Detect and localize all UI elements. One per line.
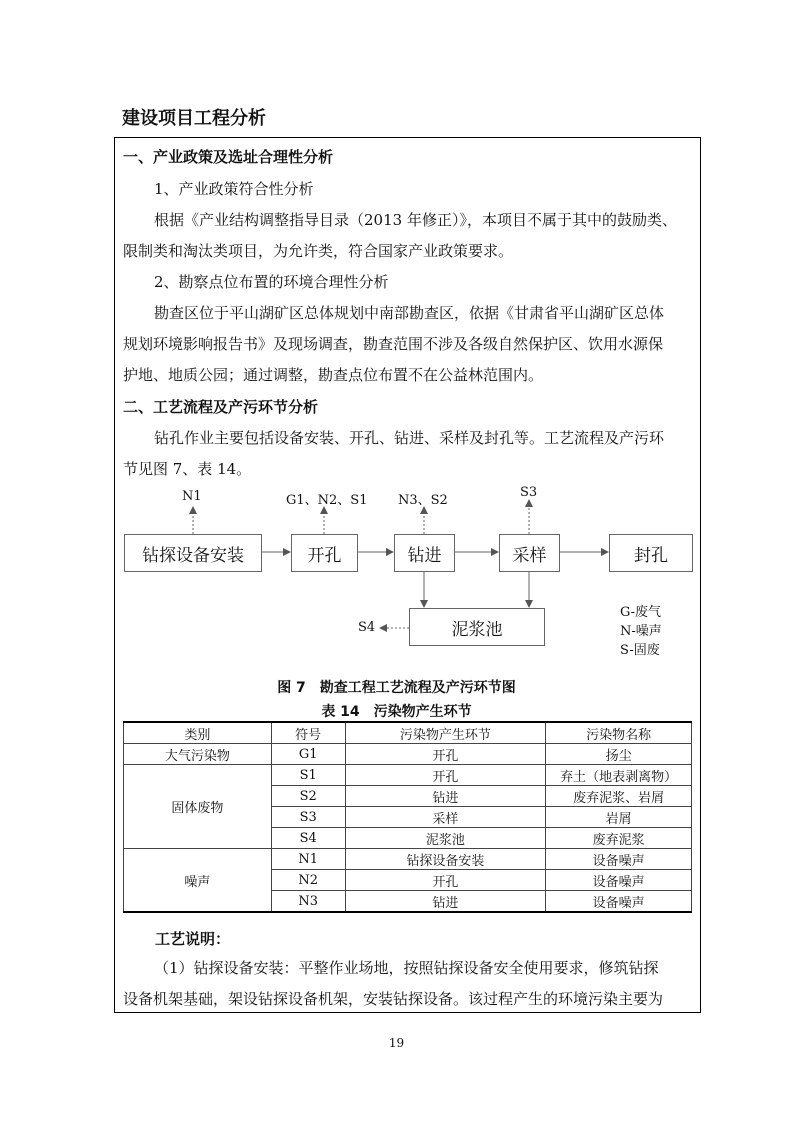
table-header-cell: 污染物产生环节 (345, 722, 546, 744)
section1-para1-line2: 限制类和淘汰类项目，为允许类，符合国家产业政策要求。 (123, 242, 514, 260)
table-cell: 采样 (345, 807, 546, 828)
category-cell: 大气污染物 (124, 744, 272, 765)
table-cell: 废弃泥浆、岩屑 (546, 786, 692, 807)
table-row (124, 849, 692, 870)
flow-box-sample: 采样 (499, 534, 560, 572)
table-cell: 扬尘 (546, 744, 692, 765)
table-cell: 钻进 (345, 891, 546, 913)
table-caption: 表 14 污染物产生环节 (321, 704, 472, 720)
category-cell: 固体废物 (124, 765, 272, 849)
flow-box-open: 开孔 (291, 534, 358, 572)
section1-heading: 一、产业政策及选址合理性分析 (123, 148, 334, 166)
emission-label-open: G1、N2、S1 (286, 493, 368, 508)
table-cell: 钻进 (345, 786, 546, 807)
category-cell: 噪声 (124, 849, 272, 913)
table-cell: N3 (271, 891, 345, 913)
table-cell: 岩屑 (546, 807, 692, 828)
process-desc-line1: （1）钻探设备安装：平整作业场地，按照钻探设备安全使用要求，修筑钻探 (154, 959, 659, 977)
table-header-row (124, 722, 692, 744)
table-cell: S4 (271, 828, 345, 849)
section2-para-line1: 钻孔作业主要包括设备安装、开孔、钻进、采样及封孔等。工艺流程及产污环 (154, 429, 665, 447)
table-cell: 钻探设备安装 (345, 849, 546, 870)
table-cell: 设备噪声 (546, 870, 692, 891)
section1-para1-line1: 根据《产业结构调整指导目录（2013 年修正）》，本项目不属于其中的鼓励类、 (154, 211, 677, 229)
table-cell: 开孔 (345, 765, 546, 786)
table-cell: N2 (271, 870, 345, 891)
table-cell: 泥浆池 (345, 828, 546, 849)
process-desc-heading: 工艺说明： (155, 930, 231, 948)
section2-heading: 二、工艺流程及产污环节分析 (123, 398, 319, 416)
figure-caption: 图 7 勘查工程工艺流程及产污环节图 (277, 680, 516, 696)
table-cell: 设备噪声 (546, 849, 692, 870)
flow-box-seal: 封孔 (609, 534, 693, 572)
table-cell: S1 (271, 765, 345, 786)
table-cell: 设备噪声 (546, 891, 692, 913)
table-cell: S2 (271, 786, 345, 807)
section2-para-line2: 节见图 7、表 14。 (123, 460, 252, 478)
pollution-table (123, 721, 692, 913)
emission-label-pool: S4 (358, 620, 376, 635)
flow-box-install: 钻探设备安装 (124, 534, 262, 572)
section1-para2-line1: 勘查区位于平山湖矿区总体规划中南部勘查区，依据《甘肃省平山湖矿区总体 (154, 304, 665, 322)
legend-solid-waste: S-固废 (620, 643, 660, 658)
table-cell: G1 (271, 744, 345, 765)
flow-box-mud-pool: 泥浆池 (409, 608, 545, 646)
table-row (124, 765, 692, 786)
table-cell: 开孔 (345, 870, 546, 891)
table-row (124, 744, 692, 765)
table-cell: N1 (271, 849, 345, 870)
table-cell: S3 (271, 807, 345, 828)
table-cell: 弃土（地表剥离物） (546, 765, 692, 786)
table-cell: 开孔 (345, 744, 546, 765)
legend-gas: G-废气 (620, 605, 662, 620)
emission-label-drill: N3、S2 (398, 493, 448, 508)
section1-subheading-2: 2、勘察点位布置的环境合理性分析 (154, 273, 389, 291)
legend-noise: N-噪声 (620, 624, 662, 639)
section1-para2-line2: 规划环境影响报告书》及现场调查，勘查范围不涉及各级自然保护区、饮用水源保 (123, 335, 664, 353)
flow-box-drill: 钻进 (394, 534, 455, 572)
section1-subheading-1: 1、产业政策符合性分析 (154, 180, 314, 198)
page-title: 建设项目工程分析 (122, 108, 266, 129)
section1-para2-line3: 护地、地质公园；通过调整，勘查点位布置不在公益林范围内。 (123, 366, 544, 384)
table-header-cell: 类别 (124, 722, 272, 744)
table-cell: 废弃泥浆 (546, 828, 692, 849)
table-header-cell: 符号 (271, 722, 345, 744)
page-number: 19 (388, 1036, 405, 1050)
table-header-cell: 污染物名称 (546, 722, 692, 744)
emission-label-sample: S3 (520, 485, 538, 500)
process-desc-line2: 设备机架基础，架设钻探设备机架，安装钻探设备。该过程产生的环境污染主要为 (123, 990, 664, 1008)
emission-label-install: N1 (182, 489, 202, 504)
